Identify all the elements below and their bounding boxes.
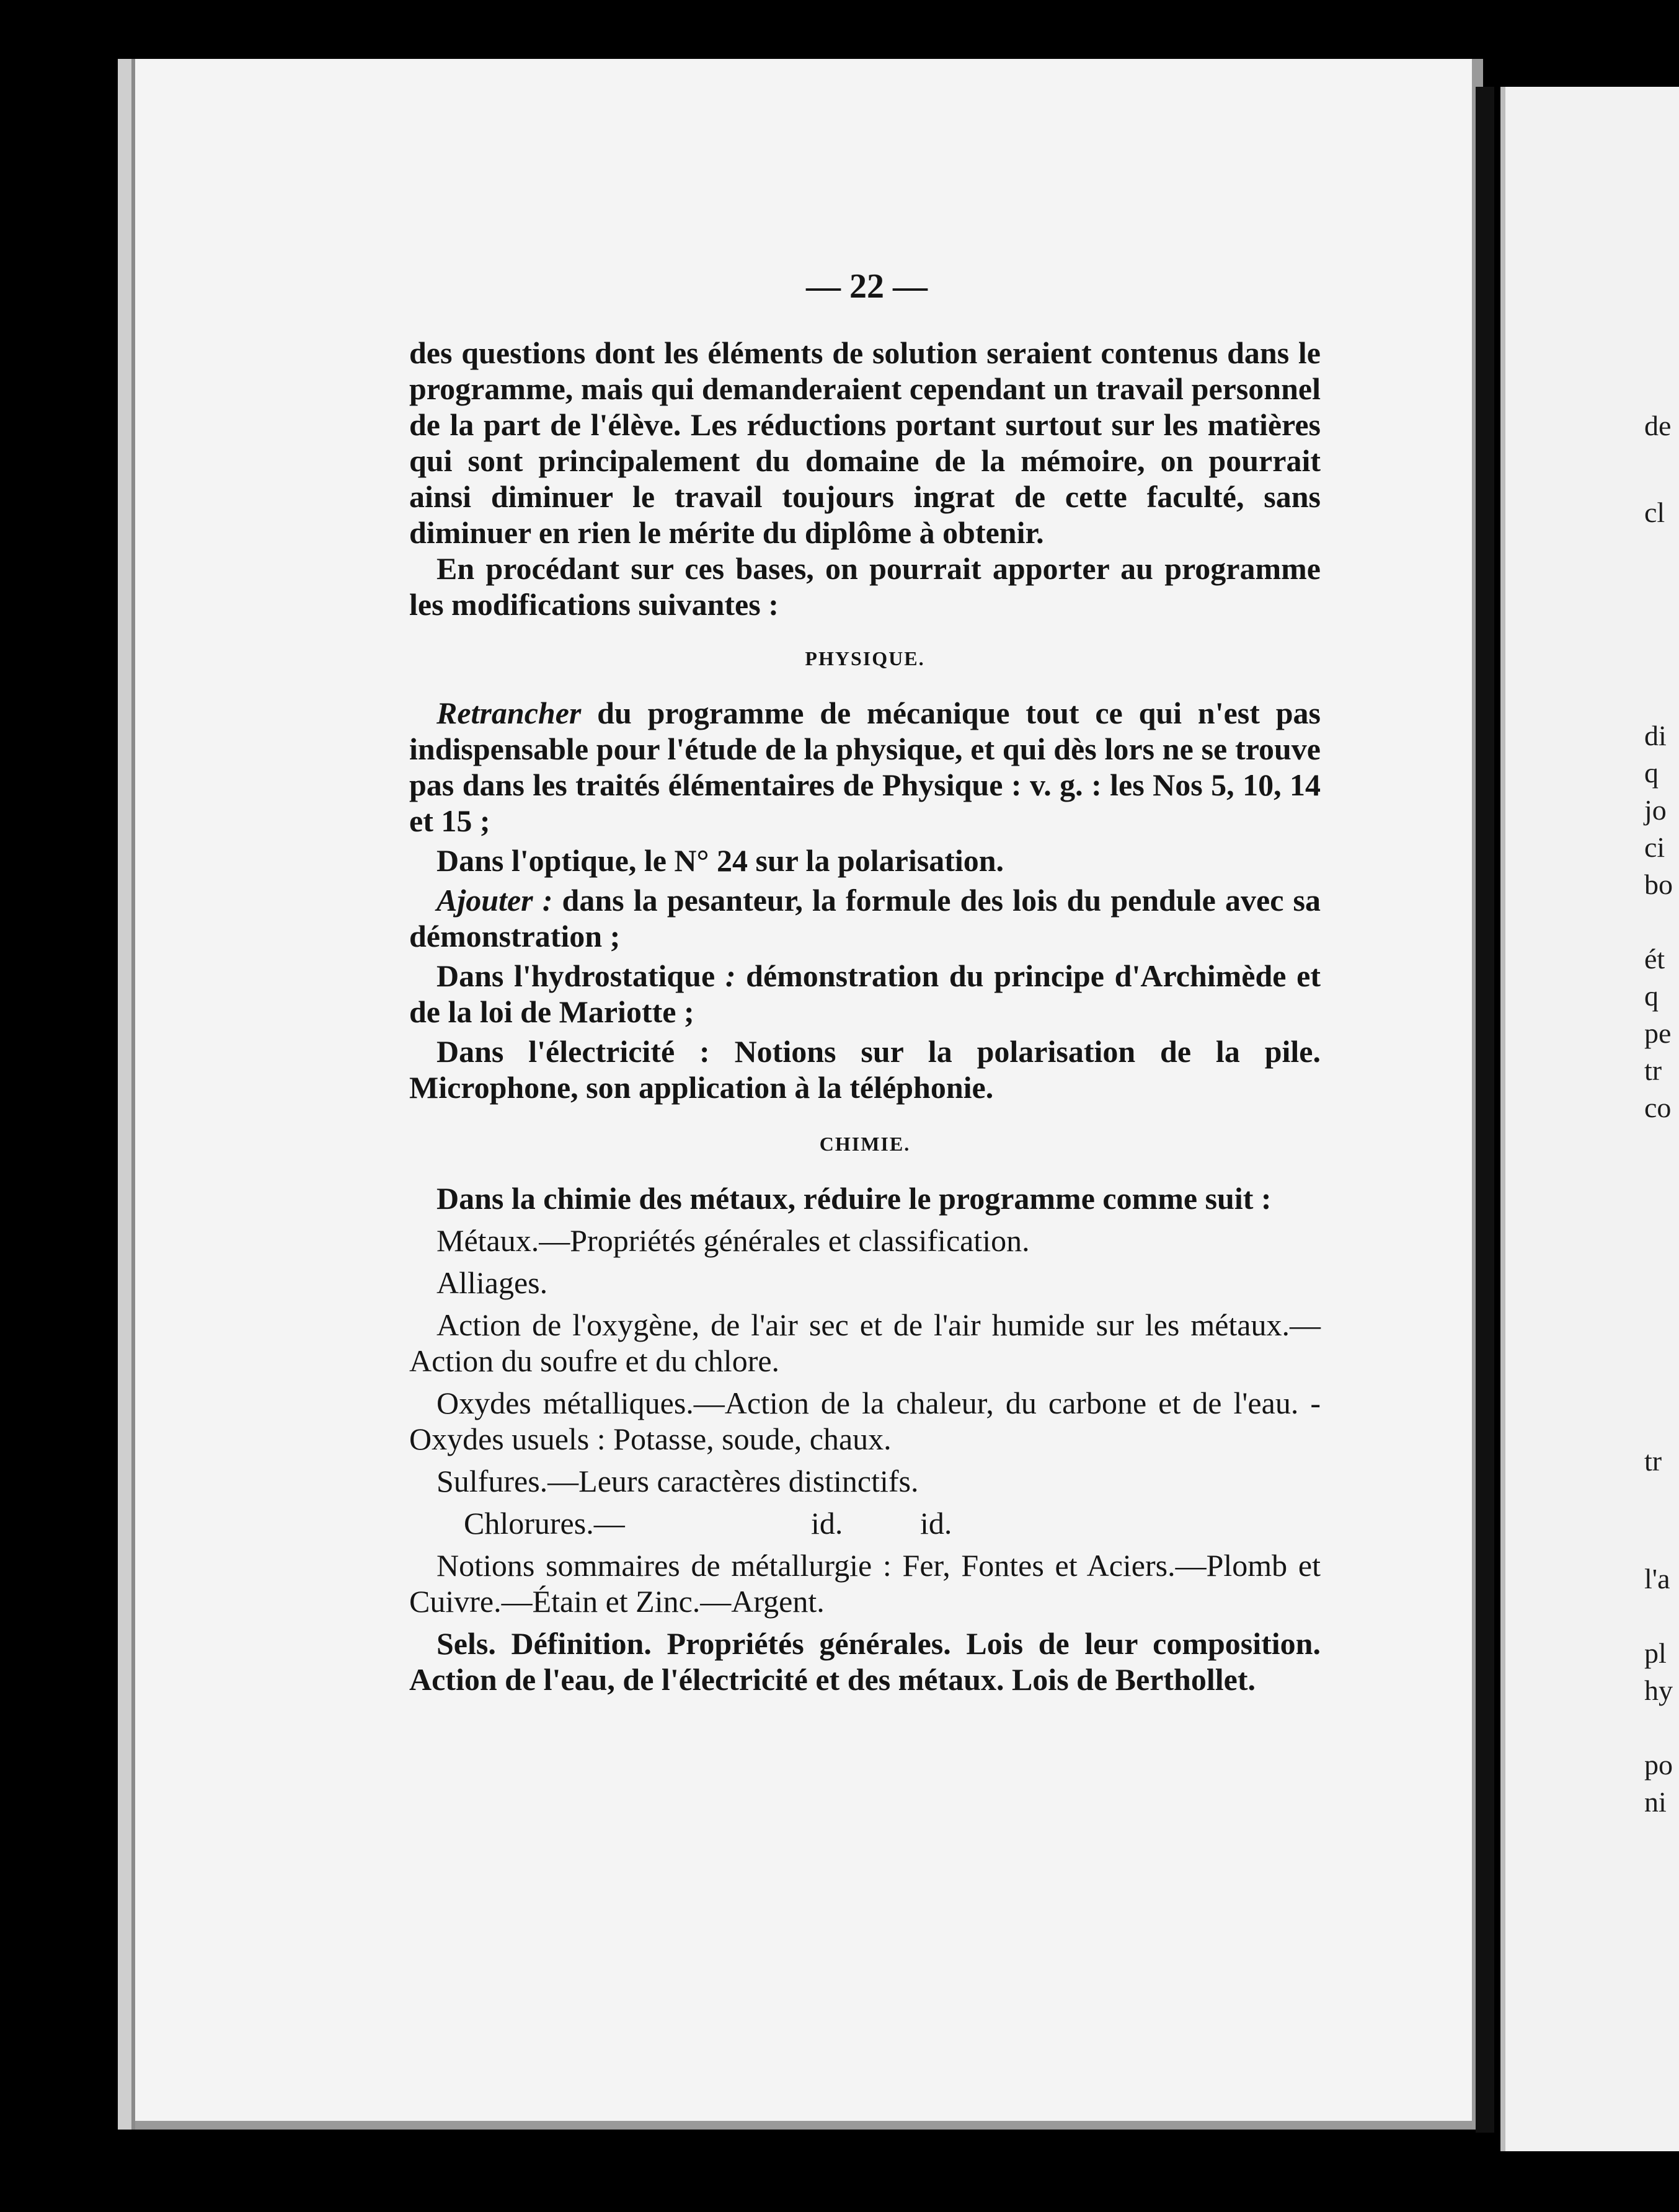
right-page-fragment: di [1644, 720, 1667, 751]
emphasis-text: : [715, 958, 736, 993]
ditto-mark: id. [920, 1506, 952, 1541]
right-page-fragment: co [1644, 1092, 1672, 1123]
right-page-fragment: bo [1644, 869, 1673, 900]
chimie-paragraph: Action de l'oxygène, de l'air sec et de l'air humide sur les métaux.—Action du soufre et du chlore. [409, 1307, 1321, 1378]
right-page-fragment: q [1644, 980, 1659, 1012]
intro-paragraph: des questions dont les éléments de solution seraient contenus dans le programme, mais qui demanderaient cependant un travail personnel de la part de l'élève. Les réductions portant surtout sur les matières qui sont principalement du domaine de la mémoire, on pourrait ainsi diminuer le travail toujours ingrat de cette faculté, sans diminuer en rien le mérite du diplôme à obtenir. [409, 335, 1321, 550]
chimie-paragraph: Sulfures.—Leurs caractères distinctifs. [436, 1464, 919, 1498]
paragraph-text: Chlorures.— [464, 1506, 625, 1541]
right-page-fragment: tr [1644, 1445, 1662, 1477]
ditto-mark: id. [811, 1506, 843, 1541]
right-page-fragment: q [1644, 757, 1659, 789]
page-content [409, 335, 1321, 1697]
book-spine [1476, 87, 1494, 2133]
right-page-fragment: cl [1644, 497, 1665, 528]
chimie-paragraph: Alliages. [436, 1265, 548, 1300]
physique-paragraph: Dans l'optique, le N° 24 sur la polarisation. [436, 843, 1004, 878]
chimie-paragraph: Oxydes métalliques.—Action de la chaleur, du carbone et de l'eau. - Oxydes usuels : Potasse, soude, chaux. [409, 1386, 1321, 1456]
right-page-fragment: jo [1644, 794, 1667, 826]
right-page-fragment: ét [1644, 943, 1665, 975]
intro-paragraph: En procédant sur ces bases, on pourrait apporter au programme les modifications suivantes : [409, 551, 1321, 622]
section-title-physique: PHYSIQUE. [805, 647, 925, 670]
physique-section [409, 695, 1321, 1105]
paragraph-text: du programme de mécanique tout ce qui n'est pas indispensable pour l'étude de la physique, et qui dès lors ne se trouve pas dans les traités élémentaires de Physique : v. g. : les Nos 5, 10, 14 et 15 ; [409, 696, 1321, 838]
emphasis-text: Ajouter : [436, 883, 553, 918]
right-page-fragment: pl [1644, 1637, 1667, 1669]
page-number: — 22 — [806, 267, 928, 306]
chimie-paragraph: Sels. Définition. Propriétés générales. Lois de leur composition. Action de l'eau, de l'électricité et des métaux. Lois de Berthollet. [409, 1626, 1321, 1697]
right-page-fragment: ni [1644, 1786, 1667, 1818]
chimie-paragraph [409, 1505, 1321, 1541]
chimie-section [409, 1180, 1321, 1697]
physique-paragraph [409, 695, 1321, 839]
physique-paragraph [409, 882, 1321, 954]
physique-paragraph: Dans l'électricité : Notions sur la polarisation de la pile. Microphone, son application à la téléphonie. [409, 1034, 1321, 1105]
right-page-fragment: de [1644, 410, 1672, 441]
chimie-paragraph: Métaux.—Propriétés générales et classification. [436, 1223, 1030, 1258]
chimie-paragraph: Dans la chimie des métaux, réduire le programme comme suit : [436, 1181, 1272, 1216]
chimie-paragraph: Notions sommaires de métallurgie : Fer, Fontes et Aciers.—Plomb et Cuivre.—Étain et Zinc.—Argent. [409, 1548, 1321, 1619]
section-title-chimie: CHIMIE. [819, 1133, 911, 1155]
paragraph-text: Dans l'hydrostatique [436, 958, 715, 993]
right-page-fragment: l'a [1644, 1563, 1670, 1595]
paragraph-text: dans la pesanteur, la formule des lois du pendule avec sa démonstration ; [409, 883, 1321, 953]
right-page-fragment: tr [1644, 1055, 1662, 1086]
physique-paragraph [409, 958, 1321, 1030]
emphasis-text: Retrancher [436, 696, 582, 730]
right-page-fragment: po [1644, 1749, 1673, 1781]
right-page-fragment: hy [1644, 1674, 1673, 1706]
right-page-fragment: ci [1644, 831, 1665, 863]
paragraph-text: démonstration du principe d'Archimède et de la loi de Mariotte ; [409, 958, 1321, 1029]
right-page-fragment: pe [1644, 1017, 1672, 1049]
